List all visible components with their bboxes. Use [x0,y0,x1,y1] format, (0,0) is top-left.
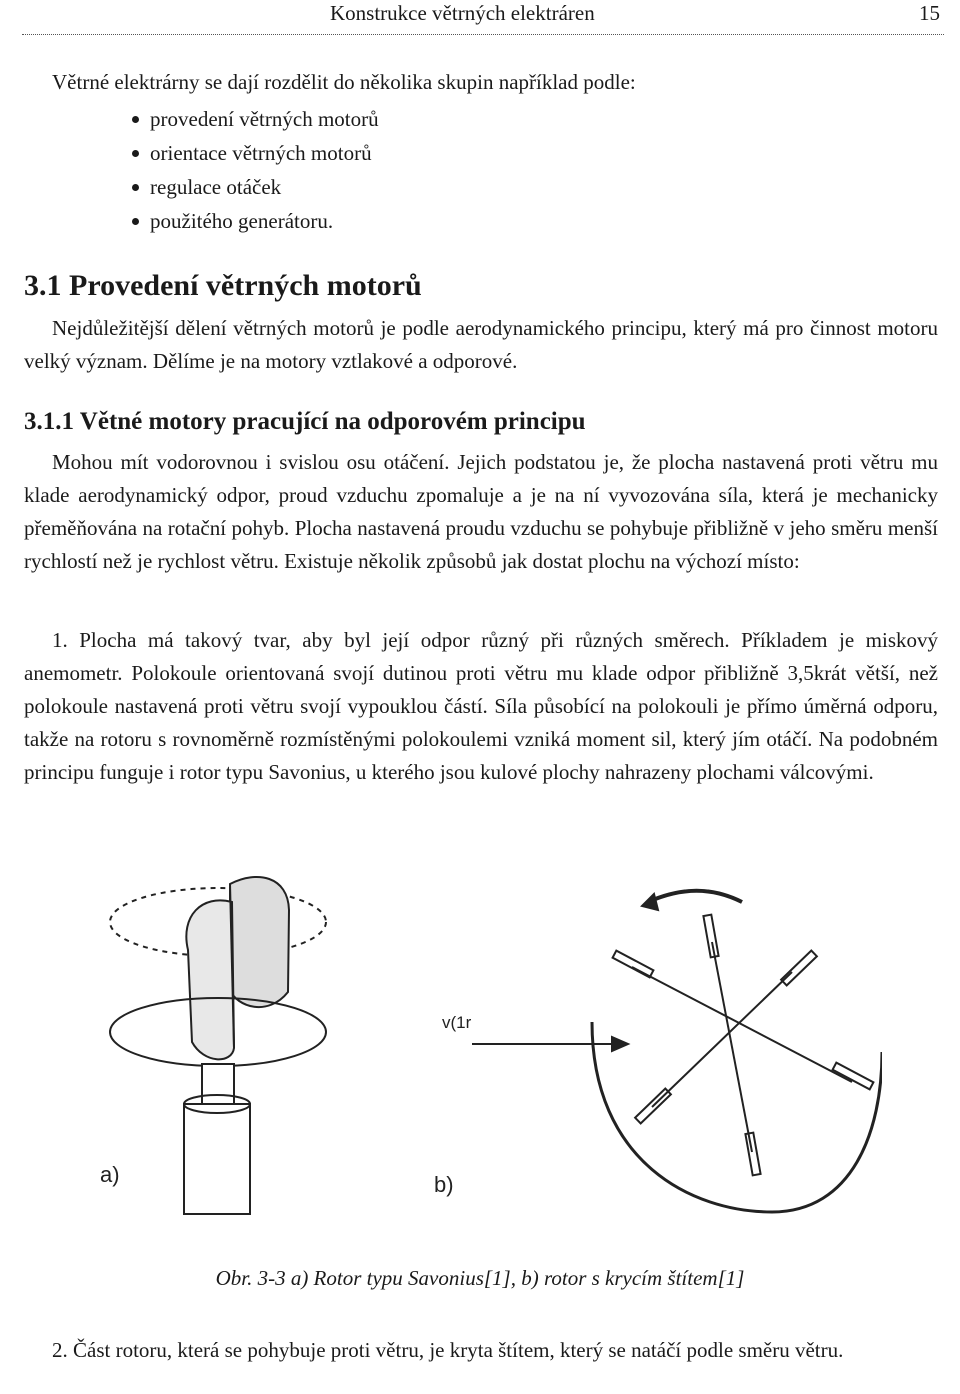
shaft [202,1064,234,1104]
label-a: a) [100,1162,120,1187]
lower-blade [186,900,234,1059]
list-item: orientace větrných motorů [132,136,379,170]
bullet-list [132,102,379,238]
arrow-head [642,894,658,910]
upper-blade [230,877,289,1007]
subsection-text: Mohou mít vodorovnou i svislou osu otáčení. Jejich podstatou je, že plocha nastavená proti větru mu klade aerodynamický odpor, proud vzduchu zpomaluje a je na ní vyvozována síla, která je mechanicky přeměňována na rotační pohyb. Plocha nastavená proudu vzduchu se pohybuje přibližně v jeho směru menší rychlostí než je rychlost větru. Existuje několik způsobů jak dostat plochu na výchozí místo: [24,450,938,573]
intro-text: Větrné elektrárny se dají rozdělit do několika skupin například podle: [52,70,636,94]
list-item: regulace otáček [132,170,379,204]
numbered-item-2: 2. Část rotoru, která se pohybuje proti větru, je kryta štítem, který se natáčí podle směru větru. [52,1338,844,1362]
blade [781,951,817,986]
subsection-heading: 3.1.1 Větné motory pracující na odporovém principu [24,408,586,435]
header-title: Konstrukce větrných elektráren [330,1,595,25]
blade [745,1133,760,1176]
rotation-arrow [648,891,742,902]
blade [703,915,718,958]
figure-caption: Obr. 3-3 a) Rotor typu Savonius[1], b) rotor s krycím štítem[1] [215,1266,745,1290]
figure [92,832,882,1252]
numbered-item-1: 1. Plocha má takový tvar, aby byl její odpor různý při různých směrech. Příkladem je miskový anemometr. Polokoule orientovaná svojí dutinou proti větru mu klade odpor přibližně 3,5krát větší, než polokoule nastavená proti větru svojí vypouklou částí. Síla působící na polokouli je přímo úměrná odporu, takže na rotoru s rovnoměrně rozmístěnými polokoulemi vzniká moment sil, který jím otáčí. Na podobném principu funguje i rotor typu Savonius, u kterého jsou kulové plochy nahrazeny plochami válcovými. [24,628,938,784]
section-text: Nejdůležitější dělení větrných motorů je podle aerodynamického principu, který má pro činnost motoru velký význam. Dělíme je na motory vztlakové a odporové. [24,316,938,373]
label-b: b) [434,1172,454,1197]
list-item: použitého generátoru. [132,204,379,238]
list-item: provedení větrných motorů [132,102,379,136]
wind-arrow [612,1037,628,1051]
section-heading: 3.1 Provedení větrných motorů [24,269,422,302]
shield-rotor [472,891,882,1212]
blade [613,951,654,978]
rotor-figure [92,832,882,1252]
header-rule [22,34,944,35]
rotor-arm [632,967,852,1082]
wind-label: v(1r [442,1013,472,1032]
savonius-rotor [110,877,326,1214]
page-number: 15 [919,1,940,25]
base-cylinder [184,1104,250,1214]
rotor-arm [712,942,752,1152]
